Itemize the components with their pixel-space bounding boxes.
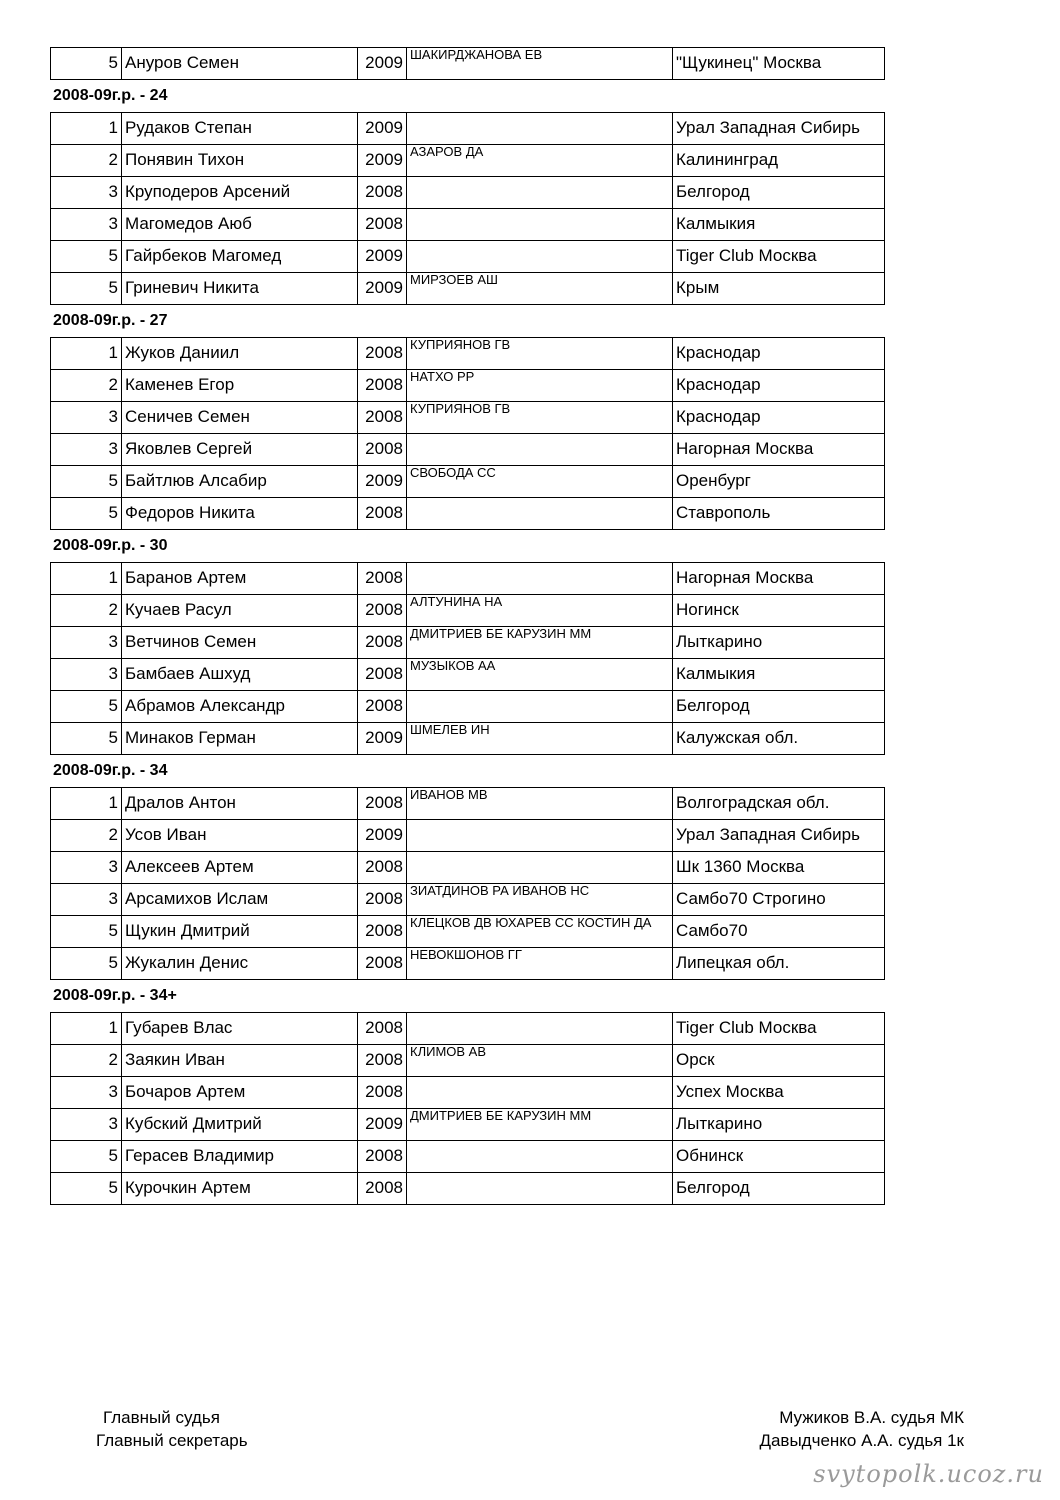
place-cell: 5 bbox=[51, 241, 122, 273]
birth-year-cell: 2008 bbox=[358, 595, 407, 627]
club-cell: Краснодар bbox=[673, 338, 885, 370]
coach-cell: ДМИТРИЕВ БЕ КАРУЗИН ММ bbox=[407, 1109, 673, 1141]
club-cell: Лыткарино bbox=[673, 627, 885, 659]
place-cell: 5 bbox=[51, 723, 122, 755]
athlete-name-cell: Кубский Дмитрий bbox=[122, 1109, 358, 1141]
birth-year-cell: 2008 bbox=[358, 498, 407, 530]
coach-cell bbox=[407, 113, 673, 145]
club-cell: Волгоградская обл. bbox=[673, 788, 885, 820]
athlete-name-cell: Гриневич Никита bbox=[122, 273, 358, 305]
athlete-name-cell: Байтлюв Алсабир bbox=[122, 466, 358, 498]
athlete-name-cell: Понявин Тихон bbox=[122, 145, 358, 177]
table-row bbox=[51, 884, 885, 916]
birth-year-cell: 2008 bbox=[358, 1013, 407, 1045]
athlete-name-cell: Абрамов Александр bbox=[122, 691, 358, 723]
coach-cell bbox=[407, 691, 673, 723]
athlete-name-cell: Дралов Антон bbox=[122, 788, 358, 820]
table-row bbox=[51, 338, 885, 370]
table-row bbox=[51, 948, 885, 980]
club-cell: Tiger Club Москва bbox=[673, 1013, 885, 1045]
place-cell: 5 bbox=[51, 1141, 122, 1173]
athlete-name-cell: Баранов Артем bbox=[122, 563, 358, 595]
place-cell: 3 bbox=[51, 402, 122, 434]
table-row bbox=[51, 273, 885, 305]
athlete-name-cell: Ветчинов Семен bbox=[122, 627, 358, 659]
table-row bbox=[51, 852, 885, 884]
birth-year-cell: 2008 bbox=[358, 948, 407, 980]
place-cell: 2 bbox=[51, 595, 122, 627]
place-cell: 5 bbox=[51, 273, 122, 305]
table-row bbox=[51, 820, 885, 852]
birth-year-cell: 2008 bbox=[358, 1173, 407, 1205]
table-row bbox=[51, 1173, 885, 1205]
category-heading: 2008-09г.р. - 24 bbox=[53, 87, 168, 104]
table-row bbox=[51, 1045, 885, 1077]
birth-year-cell: 2008 bbox=[358, 659, 407, 691]
place-cell: 5 bbox=[51, 466, 122, 498]
coach-cell: ЗИАТДИНОВ РА ИВАНОВ НС bbox=[407, 884, 673, 916]
coach-cell: АЛТУНИНА НА bbox=[407, 595, 673, 627]
place-cell: 3 bbox=[51, 852, 122, 884]
chief-secretary-label: Главный секретарь bbox=[96, 1431, 248, 1450]
athlete-name-cell: Арсамихов Ислам bbox=[122, 884, 358, 916]
athlete-name-cell: Круподеров Арсений bbox=[122, 177, 358, 209]
place-cell: 3 bbox=[51, 209, 122, 241]
table-row bbox=[51, 1077, 885, 1109]
coach-cell: НЕВОКШОНОВ ГГ bbox=[407, 948, 673, 980]
table-row bbox=[51, 402, 885, 434]
birth-year-cell: 2008 bbox=[358, 788, 407, 820]
table-row bbox=[51, 788, 885, 820]
club-cell: Калужская обл. bbox=[673, 723, 885, 755]
coach-cell bbox=[407, 209, 673, 241]
birth-year-cell: 2008 bbox=[358, 338, 407, 370]
coach-cell bbox=[407, 563, 673, 595]
athlete-name-cell: Яковлев Сергей bbox=[122, 434, 358, 466]
place-cell: 1 bbox=[51, 788, 122, 820]
table-row bbox=[51, 723, 885, 755]
athlete-name-cell: Бочаров Артем bbox=[122, 1077, 358, 1109]
birth-year-cell: 2008 bbox=[358, 177, 407, 209]
place-cell: 3 bbox=[51, 1077, 122, 1109]
place-cell: 1 bbox=[51, 113, 122, 145]
club-cell: Липецкая обл. bbox=[673, 948, 885, 980]
athlete-name-cell: Жуков Даниил bbox=[122, 338, 358, 370]
table-row bbox=[51, 177, 885, 209]
birth-year-cell: 2008 bbox=[358, 563, 407, 595]
club-cell: Белгород bbox=[673, 691, 885, 723]
coach-cell: ИВАНОВ МВ bbox=[407, 788, 673, 820]
weight-category-groups bbox=[50, 80, 885, 1205]
athlete-name-cell: Губарев Влас bbox=[122, 1013, 358, 1045]
birth-year-cell: 2009 bbox=[358, 145, 407, 177]
place-cell: 3 bbox=[51, 434, 122, 466]
results-table bbox=[50, 562, 885, 755]
category-heading: 2008-09г.р. - 34+ bbox=[53, 987, 177, 1004]
coach-cell: КУПРИЯНОВ ГВ bbox=[407, 402, 673, 434]
coach-cell bbox=[407, 820, 673, 852]
athlete-name-cell: Рудаков Степан bbox=[122, 113, 358, 145]
place-cell: 3 bbox=[51, 177, 122, 209]
birth-year-cell: 2008 bbox=[358, 627, 407, 659]
table-row bbox=[51, 659, 885, 691]
chief-judge-name: Мужиков В.А. судья МК bbox=[779, 1408, 964, 1427]
club-cell: Урал Западная Сибирь bbox=[673, 113, 885, 145]
place-cell: 2 bbox=[51, 1045, 122, 1077]
coach-cell: АЗАРОВ ДА bbox=[407, 145, 673, 177]
birth-year-cell: 2008 bbox=[358, 691, 407, 723]
club-cell: Успех Москва bbox=[673, 1077, 885, 1109]
club-cell: Орск bbox=[673, 1045, 885, 1077]
place-cell: 3 bbox=[51, 627, 122, 659]
birth-year-cell: 2008 bbox=[358, 209, 407, 241]
table-row bbox=[51, 434, 885, 466]
table-row bbox=[51, 563, 885, 595]
results-table bbox=[50, 337, 885, 530]
table-row bbox=[51, 627, 885, 659]
coach-cell bbox=[407, 1173, 673, 1205]
coach-cell: МУЗЫКОВ АА bbox=[407, 659, 673, 691]
birth-year-cell: 2009 bbox=[358, 820, 407, 852]
birth-year-cell: 2009 bbox=[358, 241, 407, 273]
coach-cell bbox=[407, 852, 673, 884]
table-row bbox=[51, 595, 885, 627]
table-row bbox=[51, 209, 885, 241]
birth-year-cell: 2009 bbox=[358, 466, 407, 498]
coach-cell bbox=[407, 1141, 673, 1173]
athlete-name-cell: Усов Иван bbox=[122, 820, 358, 852]
place-cell: 5 bbox=[51, 691, 122, 723]
club-cell: Tiger Club Москва bbox=[673, 241, 885, 273]
table-row bbox=[51, 241, 885, 273]
coach-cell bbox=[407, 241, 673, 273]
club-cell: Крым bbox=[673, 273, 885, 305]
place-cell: 5 bbox=[51, 948, 122, 980]
club-cell: Самбо70 Строгино bbox=[673, 884, 885, 916]
place-cell: 5 bbox=[51, 916, 122, 948]
chief-secretary-name: Давыдченко А.А. судья 1к bbox=[759, 1431, 964, 1450]
birth-year-cell: 2009 bbox=[358, 113, 407, 145]
athlete-name-cell: Бамбаев Ашхуд bbox=[122, 659, 358, 691]
chief-judge-label: Главный судья bbox=[103, 1408, 220, 1427]
site-watermark: svytopolk.ucoz.ru bbox=[813, 1460, 1044, 1488]
coach-cell: КУПРИЯНОВ ГВ bbox=[407, 338, 673, 370]
table-row bbox=[51, 466, 885, 498]
club-cell: Краснодар bbox=[673, 370, 885, 402]
athlete-name-cell: Магомедов Аюб bbox=[122, 209, 358, 241]
club-cell: Самбо70 bbox=[673, 916, 885, 948]
place-cell: 1 bbox=[51, 338, 122, 370]
table-row bbox=[51, 498, 885, 530]
club-cell: Белгород bbox=[673, 1173, 885, 1205]
category-heading: 2008-09г.р. - 30 bbox=[53, 537, 168, 554]
place-cell: 3 bbox=[51, 884, 122, 916]
place-cell: 5 bbox=[51, 1173, 122, 1205]
club-cell: Калмыкия bbox=[673, 209, 885, 241]
place-cell: 1 bbox=[51, 1013, 122, 1045]
athlete-name-cell: Каменев Егор bbox=[122, 370, 358, 402]
table-row bbox=[51, 145, 885, 177]
category-heading: 2008-09г.р. - 34 bbox=[53, 762, 168, 779]
club-cell: Белгород bbox=[673, 177, 885, 209]
athlete-name-cell: Герасев Владимир bbox=[122, 1141, 358, 1173]
club-cell: Оренбург bbox=[673, 466, 885, 498]
birth-year-cell: 2008 bbox=[358, 370, 407, 402]
athlete-name-cell: Минаков Герман bbox=[122, 723, 358, 755]
club-cell: Урал Западная Сибирь bbox=[673, 820, 885, 852]
results-table-continued bbox=[50, 47, 885, 80]
birth-year-cell: 2009 bbox=[358, 273, 407, 305]
birth-year-cell: 2009 bbox=[358, 48, 407, 80]
athlete-name-cell: Курочкин Артем bbox=[122, 1173, 358, 1205]
athlete-name-cell: Федоров Никита bbox=[122, 498, 358, 530]
athlete-name-cell: Заякин Иван bbox=[122, 1045, 358, 1077]
club-cell: Обнинск bbox=[673, 1141, 885, 1173]
club-cell: "Щукинец" Москва bbox=[673, 48, 885, 80]
table-row bbox=[51, 916, 885, 948]
athlete-name-cell: Жукалин Денис bbox=[122, 948, 358, 980]
coach-cell: КЛИМОВ АВ bbox=[407, 1045, 673, 1077]
coach-cell bbox=[407, 177, 673, 209]
coach-cell: КЛЕЦКОВ ДВ ЮХАРЕВ СС КОСТИН ДА bbox=[407, 916, 673, 948]
coach-cell: МИРЗОЕВ АШ bbox=[407, 273, 673, 305]
place-cell: 2 bbox=[51, 820, 122, 852]
results-table bbox=[50, 1012, 885, 1205]
athlete-name-cell: Алексеев Артем bbox=[122, 852, 358, 884]
table-row bbox=[51, 1109, 885, 1141]
club-cell: Краснодар bbox=[673, 402, 885, 434]
birth-year-cell: 2008 bbox=[358, 916, 407, 948]
birth-year-cell: 2009 bbox=[358, 1109, 407, 1141]
table-row bbox=[51, 113, 885, 145]
coach-cell: СВОБОДА СС bbox=[407, 466, 673, 498]
club-cell: Ногинск bbox=[673, 595, 885, 627]
birth-year-cell: 2008 bbox=[358, 434, 407, 466]
coach-cell bbox=[407, 434, 673, 466]
athlete-name-cell: Ануров Семен bbox=[122, 48, 358, 80]
table-row bbox=[51, 1013, 885, 1045]
results-table bbox=[50, 787, 885, 980]
table-row bbox=[51, 691, 885, 723]
place-cell: 5 bbox=[51, 48, 122, 80]
place-cell: 3 bbox=[51, 659, 122, 691]
club-cell: Калининград bbox=[673, 145, 885, 177]
place-cell: 3 bbox=[51, 1109, 122, 1141]
club-cell: Ставрополь bbox=[673, 498, 885, 530]
coach-cell bbox=[407, 498, 673, 530]
table-row bbox=[51, 370, 885, 402]
club-cell: Калмыкия bbox=[673, 659, 885, 691]
results-table bbox=[50, 112, 885, 305]
club-cell: Нагорная Москва bbox=[673, 563, 885, 595]
table-row bbox=[51, 48, 885, 80]
club-cell: Шк 1360 Москва bbox=[673, 852, 885, 884]
birth-year-cell: 2008 bbox=[358, 884, 407, 916]
birth-year-cell: 2009 bbox=[358, 723, 407, 755]
athlete-name-cell: Сеничев Семен bbox=[122, 402, 358, 434]
results-document bbox=[50, 47, 885, 1205]
place-cell: 5 bbox=[51, 498, 122, 530]
athlete-name-cell: Гайрбеков Магомед bbox=[122, 241, 358, 273]
place-cell: 1 bbox=[51, 563, 122, 595]
birth-year-cell: 2008 bbox=[358, 1045, 407, 1077]
coach-cell: ШАКИРДЖАНОВА ЕВ bbox=[407, 48, 673, 80]
coach-cell: НАТХО РР bbox=[407, 370, 673, 402]
coach-cell: ШМЕЛЕВ ИН bbox=[407, 723, 673, 755]
birth-year-cell: 2008 bbox=[358, 1077, 407, 1109]
birth-year-cell: 2008 bbox=[358, 1141, 407, 1173]
coach-cell bbox=[407, 1013, 673, 1045]
category-heading: 2008-09г.р. - 27 bbox=[53, 312, 168, 329]
place-cell: 2 bbox=[51, 370, 122, 402]
club-cell: Лыткарино bbox=[673, 1109, 885, 1141]
birth-year-cell: 2008 bbox=[358, 402, 407, 434]
athlete-name-cell: Щукин Дмитрий bbox=[122, 916, 358, 948]
athlete-name-cell: Кучаев Расул bbox=[122, 595, 358, 627]
club-cell: Нагорная Москва bbox=[673, 434, 885, 466]
place-cell: 2 bbox=[51, 145, 122, 177]
coach-cell bbox=[407, 1077, 673, 1109]
coach-cell: ДМИТРИЕВ БЕ КАРУЗИН ММ bbox=[407, 627, 673, 659]
table-row bbox=[51, 1141, 885, 1173]
birth-year-cell: 2008 bbox=[358, 852, 407, 884]
